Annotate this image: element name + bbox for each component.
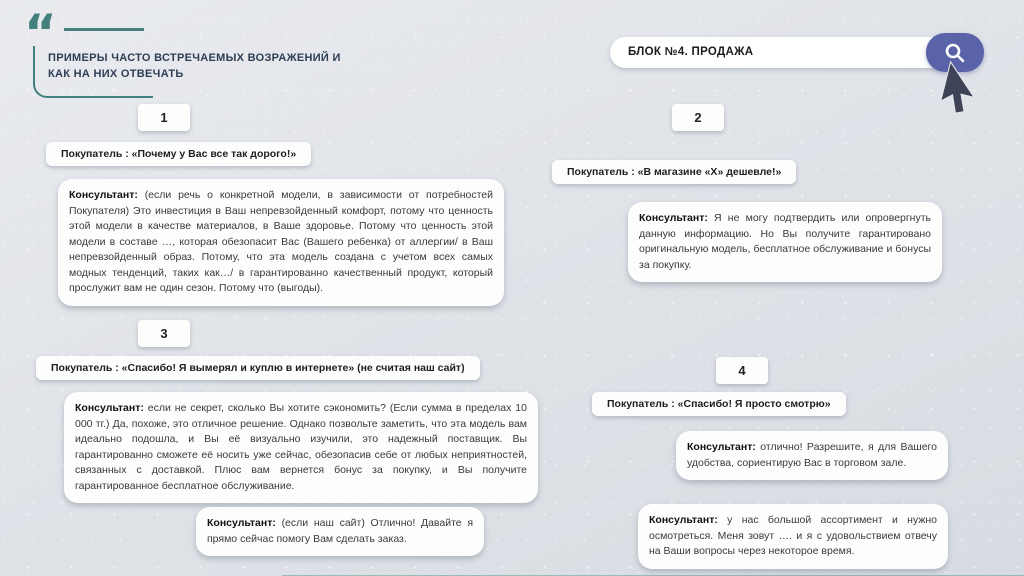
consultant-text: если не секрет, сколько Вы хотите сэкономить? (Если сумма в пределах 10 000 тг.) Да, похоже, это отличное решение. Однако позвольте заметить, что эта модель вам идеально подошла, и Вы её визуально изучили, это надежный поставщик. Вы гарантированно сможете её носить уже сейчас, обезопасив себе от любых неприятностей, связанных с доставкой. Плюс вам вернется бонус за покупку, и Вы получите гарантированное бесплатное обслуживание. xyxy=(75,402,527,492)
consultant-label: Консультант: xyxy=(75,402,144,414)
consultant-text: (если наш сайт) Отлично! Давайте я прямо сейчас помогу Вам сделать заказ. xyxy=(207,517,473,545)
header-accent-line xyxy=(64,28,144,31)
section-number-1: 1 xyxy=(138,104,190,131)
buyer-message-2: Покупатель : «В магазине «Х» дешевле!» xyxy=(552,160,796,184)
consultant-label: Консультант: xyxy=(687,441,756,453)
consultant-message-3b xyxy=(196,507,484,556)
consultant-message-1 xyxy=(58,179,504,306)
buyer-message-1: Покупатель : «Почему у Вас все так дорого!» xyxy=(46,142,311,166)
consultant-label: Консультант: xyxy=(69,189,138,201)
consultant-text: у нас большой ассортимент и нужно осмотреться. Меня зовут …. и я с удовольствием отвечу на Ваши вопросы через некоторое время. xyxy=(649,514,937,557)
search-input-value: БЛОК №4. ПРОДАЖА xyxy=(628,46,754,58)
buyer-message-4: Покупатель : «Спасибо! Я просто смотрю» xyxy=(592,392,846,416)
page-title: ПРИМЕРЫ ЧАСТО ВСТРЕЧАЕМЫХ ВОЗРАЖЕНИЙ И КАК НА НИХ ОТВЕЧАТЬ xyxy=(48,52,341,80)
consultant-message-4a xyxy=(676,431,948,480)
buyer-message-3: Покупатель : «Спасибо! Я вымерял и куплю в интернете» (не считая наш сайт) xyxy=(36,356,480,380)
consultant-message-2 xyxy=(628,202,942,282)
consultant-label: Консультант: xyxy=(207,517,276,529)
section-number-3: 3 xyxy=(138,320,190,347)
consultant-text: отлично! Разрешите, я для Вашего удобства, сориентирую Вас в торговом зале. xyxy=(687,441,937,469)
consultant-text: (если речь о конкретной модели, в зависимости от потребностей Покупателя) Это инвестиция в Ваш непревзойденный комфорт, потому что ценность этой модели в качестве материалов, в Ваше здоровье. Потому что ценность этой модели в составе …, которая обезопасит Вас (Вашего ребенка) от аллергии/ в Ваш непревзойденный образ. Потому, что эта модель создана с учетом всех самых модных тенденций, таких как…/ в гарантированно качественный продукт, который прослужит вам не один сезон. Потому что (выгоды). xyxy=(69,189,493,294)
quote-icon: “ xyxy=(24,4,57,62)
consultant-message-4b xyxy=(638,504,948,569)
consultant-message-3 xyxy=(64,392,538,503)
section-number-2: 2 xyxy=(672,104,724,131)
consultant-text: Я не могу подтвердить или опровергнуть данную информацию. Но Вы получите гарантировано оригинальную модель, бесплатное обслуживание и бонусы за покупку. xyxy=(639,212,931,271)
consultant-label: Консультант: xyxy=(639,212,708,224)
consultant-label: Консультант: xyxy=(649,514,718,526)
section-number-4: 4 xyxy=(716,357,768,384)
